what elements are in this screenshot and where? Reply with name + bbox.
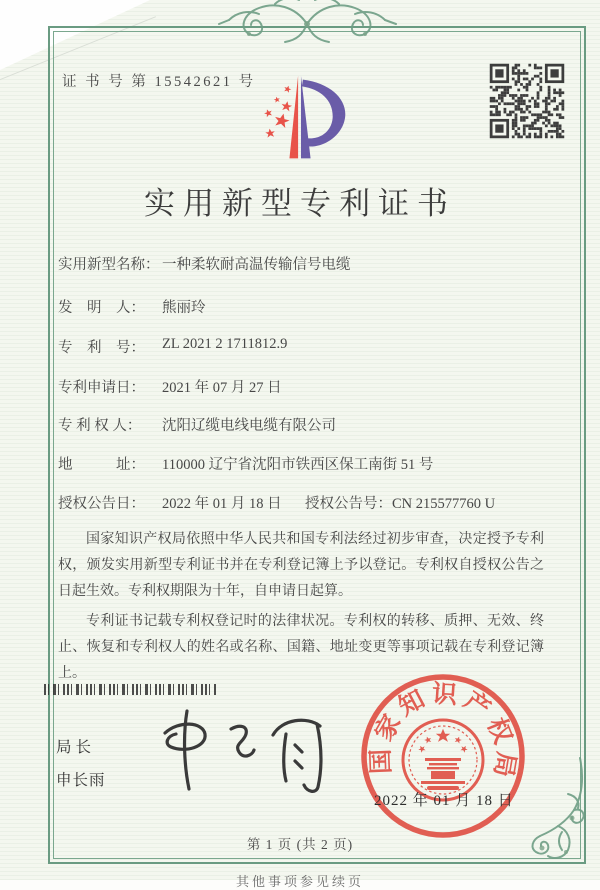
field-row-inventor <box>58 296 206 317</box>
field-value: 2021 年 07 月 27 日 <box>162 380 282 396</box>
field-value: 110000 辽宁省沈阳市铁西区保工南街 51 号 <box>162 457 434 473</box>
signer-title: 局长 <box>56 739 96 756</box>
qr-code <box>487 61 567 141</box>
grant-number-label: 授权公告号： <box>305 496 392 512</box>
official-seal <box>355 668 531 844</box>
signer-name: 申长雨 <box>56 772 106 789</box>
seal-national-emblem-icon <box>417 729 469 790</box>
field-label: 地 址： <box>58 457 145 473</box>
top-flourish-ornament-icon <box>215 0 400 46</box>
field-label: 专 利 号： <box>58 340 145 356</box>
grant-number <box>305 492 495 513</box>
grant-number-value: CN 215577760 U <box>392 496 496 512</box>
field-row-patent-no <box>58 336 287 357</box>
bottom-cut-note: 其他事项参见续页 <box>235 874 364 889</box>
field-row-grant-date <box>58 492 496 513</box>
field-value: 沈阳辽缆电线电缆有限公司 <box>162 418 336 434</box>
field-label: 实用新型名称： <box>58 257 160 273</box>
field-row-patentee <box>58 414 336 435</box>
field-row-name <box>58 253 351 274</box>
field-row-address <box>58 453 433 474</box>
seal-date: 2022 年 01 月 18 日 <box>374 793 514 809</box>
cnipa-logo-icon <box>240 70 360 166</box>
field-value: ZL 2021 2 1711812.9 <box>162 336 288 352</box>
field-value: 一种柔软耐高温传输信号电缆 <box>162 257 351 273</box>
certificate-number: 证 书 号 第 15542621 号 <box>62 74 256 90</box>
field-value: 熊丽玲 <box>162 300 206 316</box>
legal-text <box>58 527 544 691</box>
legal-paragraph-2: 专利证书记载专利权登记时的法律状况。专利权的转移、质押、无效、终止、恢复和专利权人的姓名或名称、国籍、地址变更等事项记载在专利登记簿上。 <box>58 614 544 681</box>
legal-paragraph-1: 国家知识产权局依照中华人民共和国专利法经过初步审查，决定授予专利权，颁发实用新型专利证书并在专利登记簿上予以登记。专利权自授权公告之日起生效。专利权期限为十年，自申请日起算。 <box>58 532 544 599</box>
field-value: 2022 年 01 月 18 日 <box>162 496 282 512</box>
field-row-filing-date <box>58 376 282 397</box>
page-number: 第 1 页 (共 2 页) <box>246 837 354 852</box>
director-signature <box>135 693 345 805</box>
seal-text: 国家知识产权局 <box>367 680 520 784</box>
field-label: 专利申请日： <box>58 380 145 396</box>
field-label: 专 利 权 人： <box>58 418 142 434</box>
field-label: 授权公告日： <box>58 496 145 512</box>
field-label: 发 明 人： <box>58 300 145 316</box>
certificate-title: 实用新型专利证书 <box>144 186 456 221</box>
